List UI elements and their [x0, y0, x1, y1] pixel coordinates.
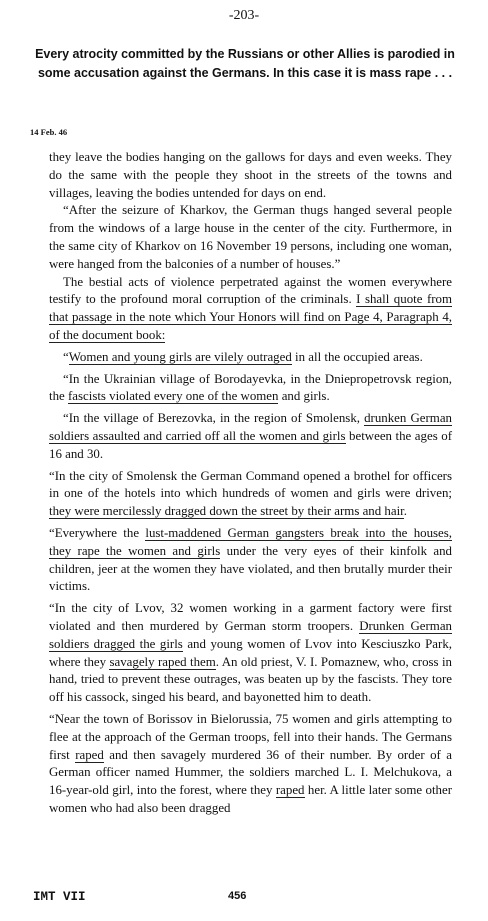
date-tag: 14 Feb. 46: [30, 127, 68, 137]
paragraph: [49, 525, 452, 596]
paragraph: [49, 149, 452, 202]
paragraph: [49, 468, 452, 521]
text-run: between the ages of 16 and 30.: [49, 428, 452, 461]
text-run: “After the seizure of Kharkov, the German thugs hanged several people from the windows of a large house in the center of the city. Furthermore, in the same city of Kharkov on 16 November 19 persons, including one woman, were hanged from the balconies of a number of houses.”: [49, 203, 452, 271]
text-run: “: [63, 349, 69, 364]
footer-page-number: 456: [228, 890, 247, 902]
paragraph: [49, 202, 452, 273]
paragraph: [49, 711, 452, 818]
headline-caption: Every atrocity committed by the Russians or other Allies is parodied in some accusation against the Germans. In this case it is mass rape . . .: [35, 46, 455, 80]
paragraph: [49, 410, 452, 463]
text-run: The bestial acts of violence perpetrated against the women everywhere testify to the profound moral corruption of the criminals.: [49, 274, 452, 307]
text-run: .: [403, 504, 407, 519]
paragraph: [49, 349, 452, 367]
footer-volume: IMT VII: [33, 890, 86, 904]
underlined-text: fascists violated every one of the women: [67, 389, 279, 404]
paragraph: [49, 371, 452, 407]
underlined-text: drunken German soldiers assaulted and carried off all the women and girls: [49, 411, 452, 443]
text-run: in all the occupied areas.: [291, 349, 423, 364]
page-number-top: -203-: [228, 8, 260, 23]
underlined-text: I shall quote from that passage in the note which Your Honors will find on Page 4, Paragraph 4, of the document book:: [49, 292, 452, 342]
paragraph: [49, 600, 452, 707]
underlined-text: savagely raped them: [109, 654, 216, 669]
text-run: . An old priest, V. I. Pomaznew, who, cross in hand, tried to prevent these outrages, was beaten up by the fascists. They tore off his cassock, singed his beard, and bayonetted him to death.: [49, 654, 452, 705]
text-run: they leave the bodies hanging on the gallows for days and even weeks. They do the same with the people they shoot in the streets of the towns and villages, leaving the bodies untended for days on end.: [49, 150, 452, 200]
text-run: “In the city of Lvov, 32 women working in a garment factory were first violated and then murdered by German storm troopers.: [49, 601, 452, 633]
text-run: “In the city of Smolensk the German Command opened a brothel for officers in one of the hotels into which hundreds of women and girls were driven;: [49, 468, 452, 501]
underlined-text: Drunken German soldiers dragged the girls: [49, 618, 452, 651]
text-run: and girls.: [278, 389, 330, 404]
text-run: “Everywhere the: [49, 525, 146, 540]
body-text: [49, 149, 452, 818]
underlined-text: raped: [275, 783, 305, 798]
text-run: and young women of Lvov into Kesciuszko Park, where they: [49, 636, 452, 669]
text-run: “In the village of Berezovka, in the region of Smolensk,: [63, 411, 365, 426]
paragraph: [49, 274, 452, 345]
underlined-text: Women and young girls are vilely outraged: [68, 349, 292, 364]
text-run: “In the Ukrainian village of Borodayevka, in the Dniepropetrovsk region, the: [49, 371, 452, 404]
text-run: under the very eyes of their kinfolk and children, jeer at the women they have violated, and then brutally murder their victims.: [49, 543, 452, 594]
underlined-text: raped: [75, 747, 104, 762]
text-run: “Near the town of Borissov in Bielorussia, 75 women and girls attempting to flee at the approach of the German troops, fell into their hands. The Germans first: [49, 711, 452, 762]
text-run: and then savagely murdered 36 of their number. By order of a German officer named Hummer, the soldiers marched L. I. Melchukova, a 16-year-old girl, into the forest, where they: [49, 747, 452, 798]
underlined-text: lust-maddened German gangsters break into the houses, they rape the women and girls: [49, 525, 453, 558]
text-run: her. A little later some other women who had also been dragged: [49, 783, 452, 815]
underlined-text: they were mercilessly dragged down the street by their arms and hair: [49, 504, 404, 519]
